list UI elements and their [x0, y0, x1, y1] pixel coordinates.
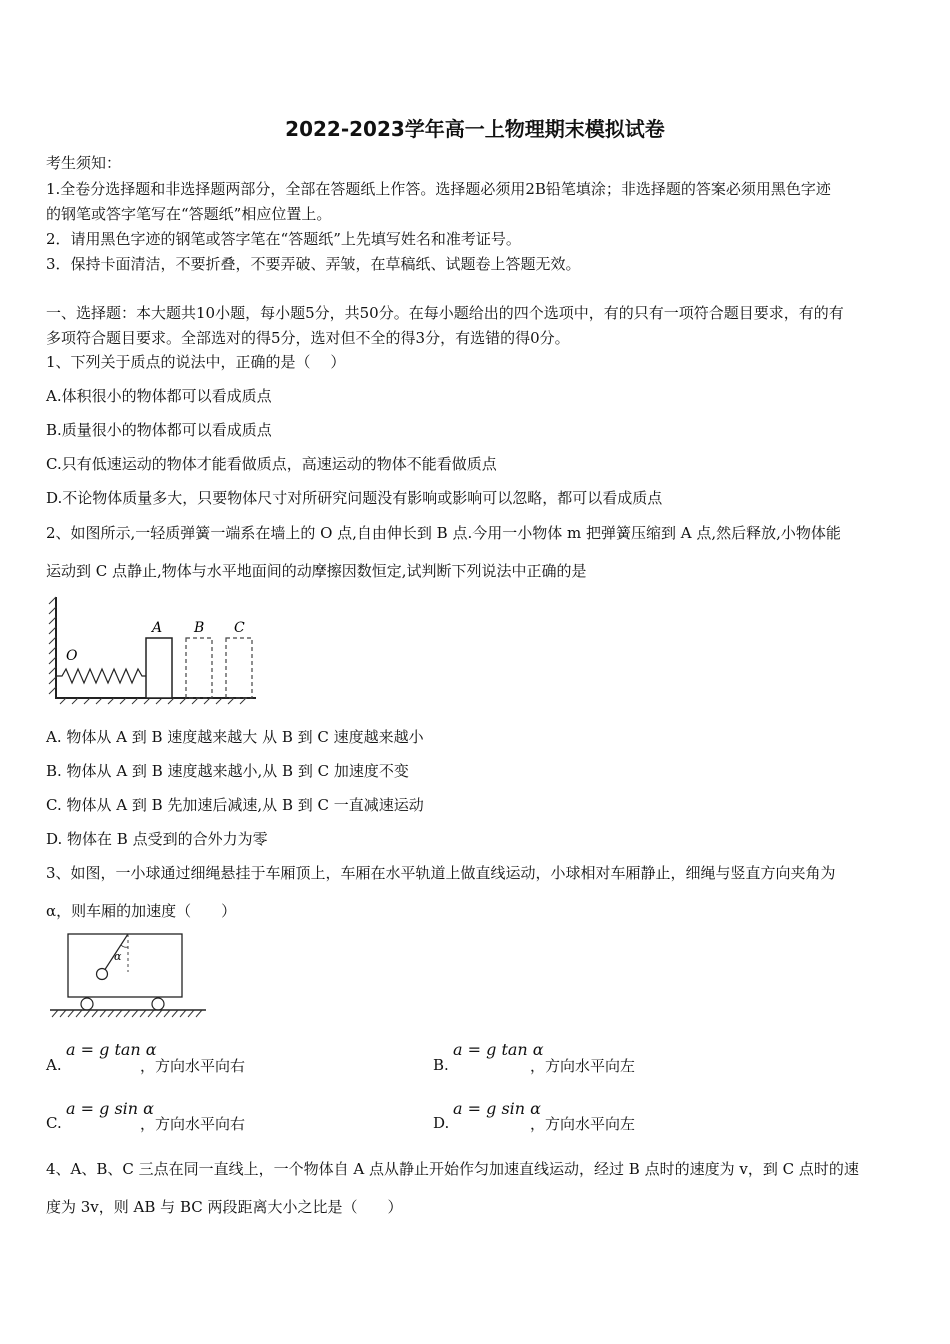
- notice-line-2: 2．请用黑色字迹的钢笔或答字笔在“答题纸”上先填写姓名和准考证号。: [46, 230, 521, 248]
- q3-stem-line-2: α，则车厢的加速度（ ）: [46, 902, 237, 920]
- q3-option-a-text: ，方向水平向右: [140, 1057, 246, 1075]
- block-a: [146, 638, 172, 698]
- car-body: [68, 934, 182, 997]
- q3-option-d-text: ，方向水平向左: [530, 1115, 636, 1133]
- spring-block-diagram: [46, 592, 266, 707]
- q3-option-c-letter: C.: [46, 1114, 62, 1132]
- q1-option-d: D.不论物体质量多大，只要物体尺寸对所研究问题没有影响或影响可以忽略，都可以看成质点: [46, 489, 663, 507]
- q3-option-d-formula: a = g sin α: [453, 1099, 541, 1118]
- block-b-dashed: [186, 638, 212, 698]
- q3-option-b-letter: B.: [433, 1056, 449, 1074]
- notice-line-1a: 1.全卷分选择题和非选择题两部分，全部在答题纸上作答。选择题必须用2B铅笔填涂；非选择题的答案必须用黑色字迹: [46, 180, 831, 198]
- block-c-dashed: [226, 638, 252, 698]
- label-a: A: [152, 620, 163, 636]
- q3-option-c-text: ，方向水平向右: [140, 1115, 246, 1133]
- q4-stem-line-2: 度为 3v，则 AB 与 BC 两段距离大小之比是（ ）: [46, 1198, 403, 1216]
- q3-option-a-formula: a = g tan α: [66, 1040, 157, 1059]
- q1-option-a: A.体积很小的物体都可以看成质点: [46, 387, 272, 405]
- q2-stem-line-1: 2、如图所示,一轻质弹簧一端系在墙上的 O 点,自由伸长到 B 点.今用一小物体 m 把弹簧压缩到 A 点,然后释放,小物体能: [46, 524, 841, 542]
- wheel-right: [152, 998, 164, 1010]
- alpha-label: α: [114, 950, 122, 963]
- track-hatching: [52, 1010, 202, 1017]
- section-intro-line-1: 一、选择题：本大题共10小题，每小题5分，共50分。在每小题给出的四个选项中，有的只有一项符合题目要求，有的有: [46, 304, 844, 322]
- q2-option-b: B. 物体从 A 到 B 速度越来越小,从 B 到 C 加速度不变: [46, 762, 409, 780]
- train-car-diagram: [46, 928, 211, 1023]
- notice-heading: 考生须知：: [46, 154, 122, 172]
- q1-option-b: B.质量很小的物体都可以看成质点: [46, 421, 272, 439]
- hanging-ball: [97, 969, 108, 980]
- q2-option-c: C. 物体从 A 到 B 先加速后减速,从 B 到 C 一直减速运动: [46, 796, 424, 814]
- q4-stem-line-1: 4、A、B、C 三点在同一直线上，一个物体自 A 点从静止开始作匀加速直线运动，经过 B 点时的速度为 v，到 C 点时的速: [46, 1160, 859, 1178]
- q3-option-c-formula: a = g sin α: [66, 1099, 154, 1118]
- notice-line-3: 3．保持卡面清洁，不要折叠，不要弄破、弄皱，在草稿纸、试题卷上答题无效。: [46, 255, 581, 273]
- q3-option-a-letter: A.: [46, 1056, 62, 1074]
- q2-option-a: A. 物体从 A 到 B 速度越来越大 从 B 到 C 速度越来越小: [46, 728, 424, 746]
- wheel-left: [81, 998, 93, 1010]
- section-intro-line-2: 多项符合题目要求。全部选对的得5分，选对但不全的得3分，有选错的得0分。: [46, 329, 570, 347]
- q3-option-b-formula: a = g tan α: [453, 1040, 544, 1059]
- wall-hatching: [49, 597, 56, 694]
- q1-option-c: C.只有低速运动的物体才能看做质点，高速运动的物体不能看做质点: [46, 455, 497, 473]
- q3-option-b-text: ，方向水平向左: [530, 1057, 636, 1075]
- q3-option-d-letter: D.: [433, 1114, 450, 1132]
- label-o: O: [66, 648, 78, 664]
- q3-stem-line-1: 3、如图，一小球通过细绳悬挂于车厢顶上，车厢在水平轨道上做直线运动，小球相对车厢静止，细绳与竖直方向夹角为: [46, 864, 836, 882]
- notice-line-1b: 的钢笔或答字笔写在“答题纸”相应位置上。: [46, 205, 332, 223]
- label-b: B: [194, 620, 205, 636]
- spring: [56, 669, 146, 683]
- q2-stem-line-2: 运动到 C 点静止,物体与水平地面间的动摩擦因数恒定,试判断下列说法中正确的是: [46, 562, 587, 580]
- q2-option-d: D. 物体在 B 点受到的合外力为零: [46, 830, 268, 848]
- page-title: 2022-2023学年高一上物理期末模拟试卷: [285, 117, 665, 141]
- label-c: C: [234, 620, 245, 636]
- q1-stem: 1、下列关于质点的说法中，正确的是（ ）: [46, 353, 346, 371]
